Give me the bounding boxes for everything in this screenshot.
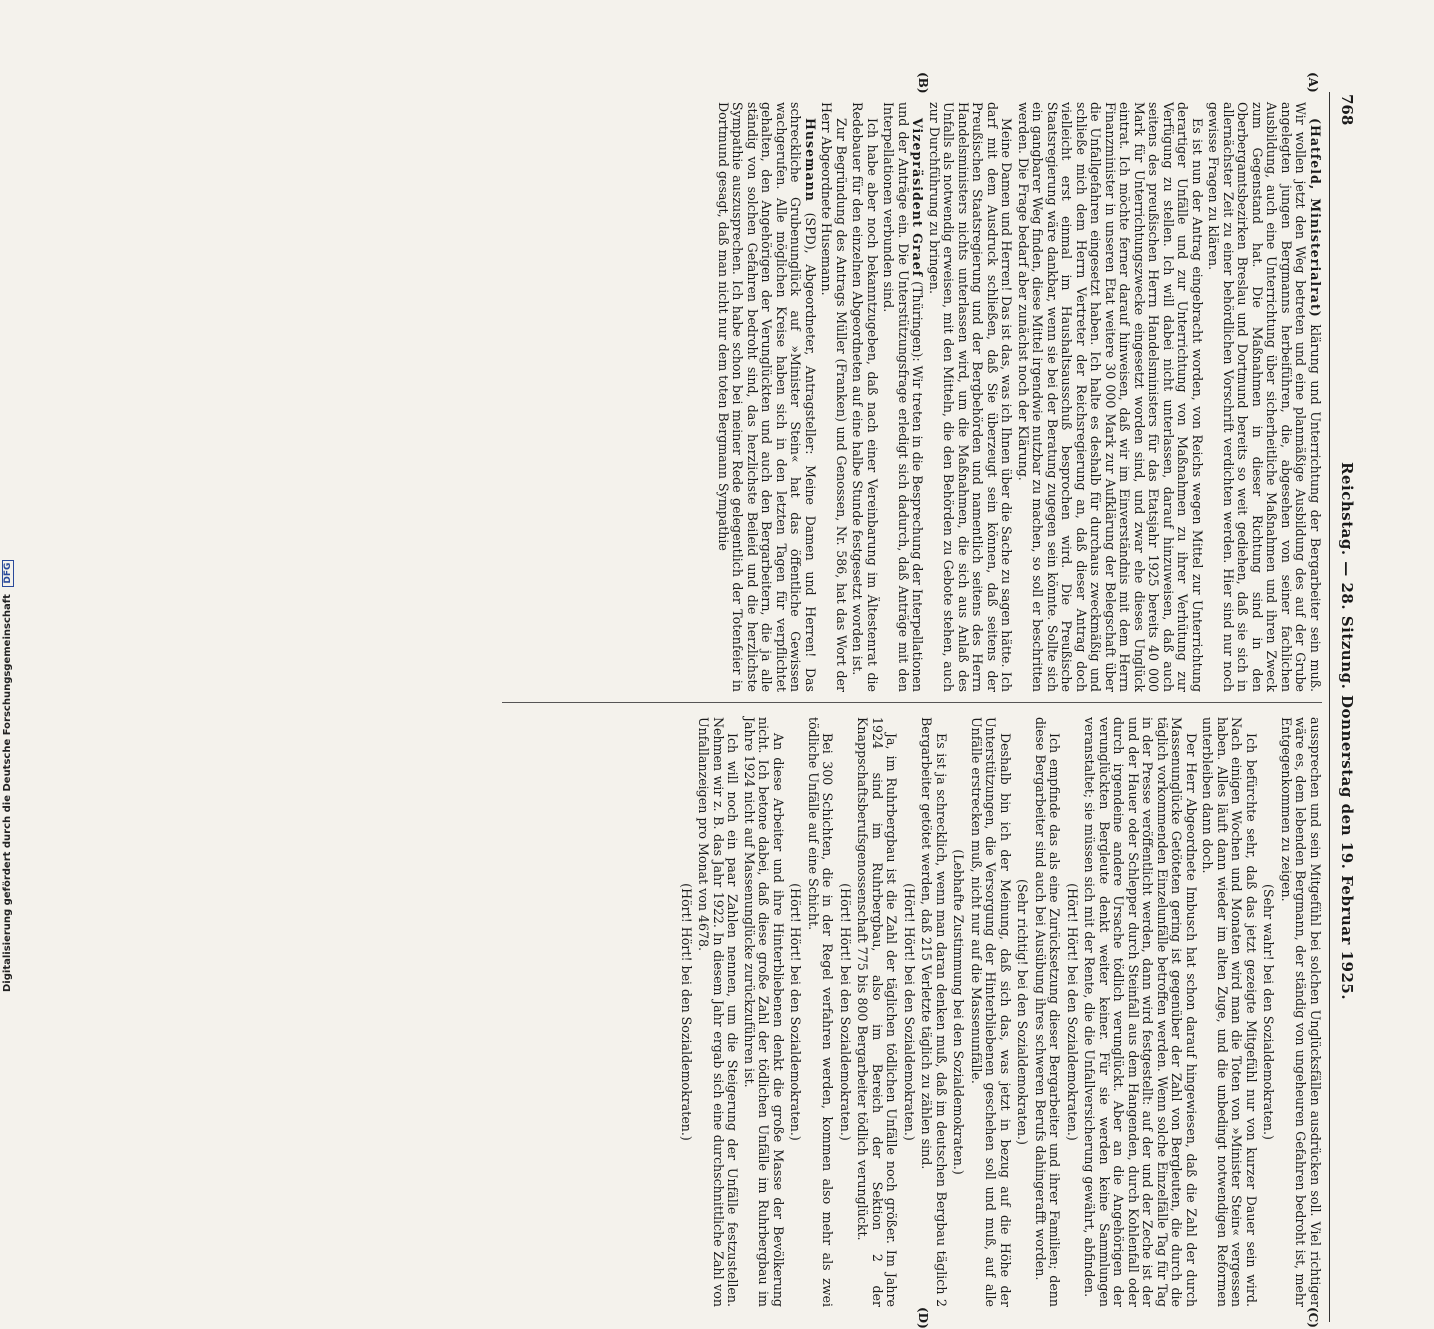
left-column <box>502 102 1322 692</box>
paragraph <box>881 102 925 692</box>
paragraph-text: Bei 300 Schichten, die in der Regel verfahren werden, kommen also mehr als zwei tödliche Unfälle auf eine Schicht. <box>806 717 836 1307</box>
paragraph <box>742 717 786 1307</box>
paragraph-text: Ja, im Ruhrbergbau ist die Zahl der täglichen tödlichen Unfälle noch größer. Im Jahre 1924 sind im Ruhrbergbau, also im Bereich der Sektion 2 der Knappschaftsberufsgenossenschaft 775 bis 800 Bergarbeiter tödlich verunglückt. <box>855 717 900 1307</box>
paragraph-text: Ich befürchte sehr, daß das jetzt gezeigte Mitgefühl nur von kurzer Dauer sein wird. Nach einigen Wochen und Monaten wird man die Toten von »Minister Stein« vergessen haben. Alles läuft dann wieder im alten Zuge, und die unbedingt notwendigen Reformen unterbleiben dann doch. <box>1200 717 1259 1307</box>
paragraph <box>855 717 899 1307</box>
speaker-name: Husemann <box>803 118 818 202</box>
paragraph <box>969 717 1013 1307</box>
interjection: (Sehr wahr! bei den Sozialdemokraten.) <box>1261 884 1277 1140</box>
paragraph <box>1033 717 1062 1307</box>
paragraph <box>716 102 818 692</box>
interjection: (Hört! Hört! bei den Sozialdemokraten.) <box>838 883 853 1141</box>
paragraph <box>1206 102 1322 692</box>
paragraph-text: Es ist nun der Antrag eingebracht worden, von Reichs wegen Mittel zur Unterrichtung derartiger Unfälle und zur Unterrichtung von Maßnahmen zu ihrer Verhütung zur Verfügung zu stellen. Ich will dabei nicht unterlassen, darauf hinzuweisen, daß auch seitens des preußischen Herrn Handelsministers für das Etatsjahr 1925 bereits 40 000 Mark für Unterrichtungszwecke eingesetzt worden sind, und zwar ehe dieses Unglück eintrat. Ich möchte ferner darauf hinweisen, daß wir im Einverständnis mit dem Herrn Finanzminister in unseren Etat weitere 30 000 Mark zur Aufklärung der Belegschaft über die Unfallgefahren eingesetzt haben. Ich halte es deshalb für durchaus zweckmäßig und schließe mich dem Herrn Vertreter der Reichsregierung an, daß dieser Antrag doch vielleicht erst einmal im Haushaltsausschuß besprochen wird. Die Preußische Staatsregierung wäre dankbar, wenn sie bei der Beratung zugegen sein könnte. Sollte sich ein gangbarer Weg finden, diese Mittel irgendwie nutzbar zu machen, so soll er beschritten werden. Die Frage bedarf aber zunächst noch der Klärung. <box>1016 102 1205 692</box>
column-divider <box>502 702 1322 703</box>
header-rule <box>1329 92 1330 1322</box>
paragraph-text: Deshalb bin ich der Meinung, daß sich das, was jetzt in bezug auf die Höhe der Unterstützungen, die Versorgung der Hinterbliebenen geschehen soll und muß, auf alle Unfälle erstrecken muß, nicht nur auf die Massenunfälle. <box>969 717 1013 1307</box>
paragraph-text: klärung und Unterrichtung der Bergarbeiter sein muß. Wir wollen jetzt den Weg betreten und eine planmäßige Ausbildung des auf der Grube angelegten jungen Bergmanns herbeiführen, die, abgesehen von seiner fachlichen Ausbildung, auch eine Unterrichtung über sicherheitliche Maßnahmen und ihren Zweck zum Gegenstand hat. Die Maßnahmen in dieser Richtung sind in den Oberbergamtsbezirken Breslau und Dortmund bereits so weit gediehen, daß sie sich in allernächster Zeit zu einer behördlichen Vorschrift verdichten werden. Hier sind nur noch gewisse Fragen zu klären. <box>1206 102 1323 692</box>
right-column <box>502 717 1322 1307</box>
page-title: Reichstag. — 28. Sitzung. Donnerstag den 19. Februar 1925. <box>1338 462 1356 1001</box>
rotated-document-page <box>150 72 1360 1329</box>
interjection: (Hört! Hört! bei den Sozialdemokraten.) <box>679 883 694 1141</box>
interjection: (Hört! Hört! bei den Sozialdemokraten.) <box>788 883 804 1141</box>
interjection: (Hört! Hört! bei den Sozialdemokraten.) <box>902 883 917 1141</box>
interjection: (Sehr richtig! bei den Sozialdemokraten.) <box>1015 879 1031 1145</box>
interjection: (Hört! Hört! bei den Sozialdemokraten.) <box>1065 883 1080 1141</box>
paragraph <box>850 102 879 692</box>
speaker-name: Vizepräsident Graef <box>910 118 926 278</box>
speaker-name: (Hatfeld, Ministerialrat) <box>1308 118 1323 318</box>
page-number: 768 <box>1338 94 1356 126</box>
paragraph-text: Ich habe aber noch bekanntzugeben, daß nach einer Vereinbarung im Ältestenrat die Redebauer für den einzelnen Abgeordneten auf eine halbe Stunde festgesetzt worden ist. <box>850 102 880 692</box>
paragraph <box>696 717 740 1307</box>
marker-b: (B) <box>916 72 930 94</box>
dfg-logo: DFG <box>2 560 14 587</box>
paragraph <box>927 102 1014 692</box>
marker-c: (C) <box>1306 1307 1320 1328</box>
paragraph-text: Es ist ja schrecklich, wenn man daran denken muß, daß im deutschen Bergbau täglich 2 Bergarbeiter getötet werden, daß 215 Verletzte täglich zu zählen sind. <box>919 717 949 1307</box>
paragraph <box>819 102 848 692</box>
paragraph-text: An diese Arbeiter und ihre Hinterbliebenen denkt die große Masse der Bevölkerung nicht. Ich betone dabei, daß diese große Zahl der tödlichen Unfälle im Ruhrbergbau im Jahre 1924 nicht auf Massenunglücke zurückzuführen ist. <box>742 717 786 1307</box>
paragraph-text: Zur Begründung des Antrags Müller (Franken) und Genossen, Nr. 586, hat das Wort der Herr Abgeordnete Husemann. <box>819 102 849 692</box>
paragraph <box>919 717 948 1307</box>
paragraph-text: (SPD), Abgeordneter, Antragsteller: Meine Damen und Herren! Das schreckliche Grubenunglück auf »Minister Stein« hat das öffentliche Gewissen wachgerufen. Alle möglichen Kreise haben sich in den letzten Tagen für verpflichtet gehalten, den Angehörigen der Verunglückten und auch den Bergarbeitern, die ja alle ständig von solchen Gefahren bedroht sind, das herzlichste Beileid und die herzlichste Sympathie auszusprechen. Ich habe schon bei meiner Rede gelegentlich der Totenfeier in Dortmund gesagt, daß man nicht nur dem toten Bergmann Sympathie <box>716 102 818 692</box>
page-header <box>1334 92 1360 1322</box>
paragraph-text: (Thüringen): Wir treten in die Besprechung der Interpellationen und der Anträge ein. Die Unterstützungsfrage erledigt sich dadurch, daß Anträge mit den Interpellationen verbunden sind. <box>881 102 926 692</box>
digitization-credit <box>2 0 18 992</box>
paragraph-text: aussprechen und sein Mitgefühl bei solchen Unglücksfällen ausdrücken soll. Viel richtiger wäre es, dem lebenden Bergmann, der ständig von ungeheuren Gefahren bedroht ist, mehr Entgegenkommen zu zeigen. <box>1279 717 1323 1307</box>
paragraph <box>1279 717 1323 1307</box>
interjection: (Lebhafte Zustimmung bei den Sozialdemokraten.) <box>951 849 967 1175</box>
paragraph-text: Ich empfinde das als eine Zurücksetzung dieser Bergarbeiter und ihrer Familien; denn diese Bergarbeiter sind auch bei Ausübung ihres schweren Berufs dahingerafft worden. <box>1033 717 1063 1307</box>
credit-text: Digitalisierung gefördert durch die Deutsche Forschungsgemeinschaft <box>2 594 13 992</box>
marker-a: (A) <box>1306 72 1320 93</box>
paragraph-text: Der Herr Abgeordnete Imbusch hat schon darauf hingewiesen, daß die Zahl der durch Massenunglücke Getöteten gering ist gegenüber der Zahl von Bergleuten, die durch die täglich vorkommenden Einzelunfälle betroffen werden. Wenn solche Einzelfälle Tag für Tag in der Presse veröffentlicht werden, dann wird festgestellt: auf der und der Zeche ist der und der Hauer oder Schlepper durch Steinfall aus dem Hangenden, durch Kohlenfall oder durch irgendeine andere Ursache tödlich verunglückt. Aber an die Angehörigen der verunglückten Bergleute denkt weiter keiner. Für sie werden keine Sammlungen veranstaltet; sie müssen sich mit der Rente, die die Unfallversicherung gewährt, abfinden. <box>1082 717 1199 1307</box>
paragraph <box>806 717 835 1307</box>
paragraph <box>1016 102 1205 692</box>
paragraph-text: Meine Damen und Herren! Das ist das, was ich Ihnen über die Sache zu sagen hätte. Ich darf mit dem Ausdruck schließen, daß Sie überzeugt sein können, daß seitens der Preußischen Staatsregierung und der Bergbehörden und namentlich seitens des Herrn Handelsministers nichts unterlassen wird, um die Maßnahmen, die sich aus Anlaß des Unfalls als notwendig erweisen, mit den Mitteln, die den Behörden zu Gebote stehen, auch zur Durchführung zu bringen. <box>927 102 1015 692</box>
paragraph-text: Ich will noch ein paar Zahlen nennen, um die Steigerung der Unfälle festzustellen. Nehmen wir z. B. das Jahr 1922. In diesem Jahr ergab sich eine durchschnittliche Zahl von Unfallanzeigen pro Monat von 4678. <box>696 717 741 1307</box>
marker-d: (D) <box>916 1307 930 1329</box>
paragraph <box>1200 717 1258 1307</box>
paragraph <box>1082 717 1198 1307</box>
